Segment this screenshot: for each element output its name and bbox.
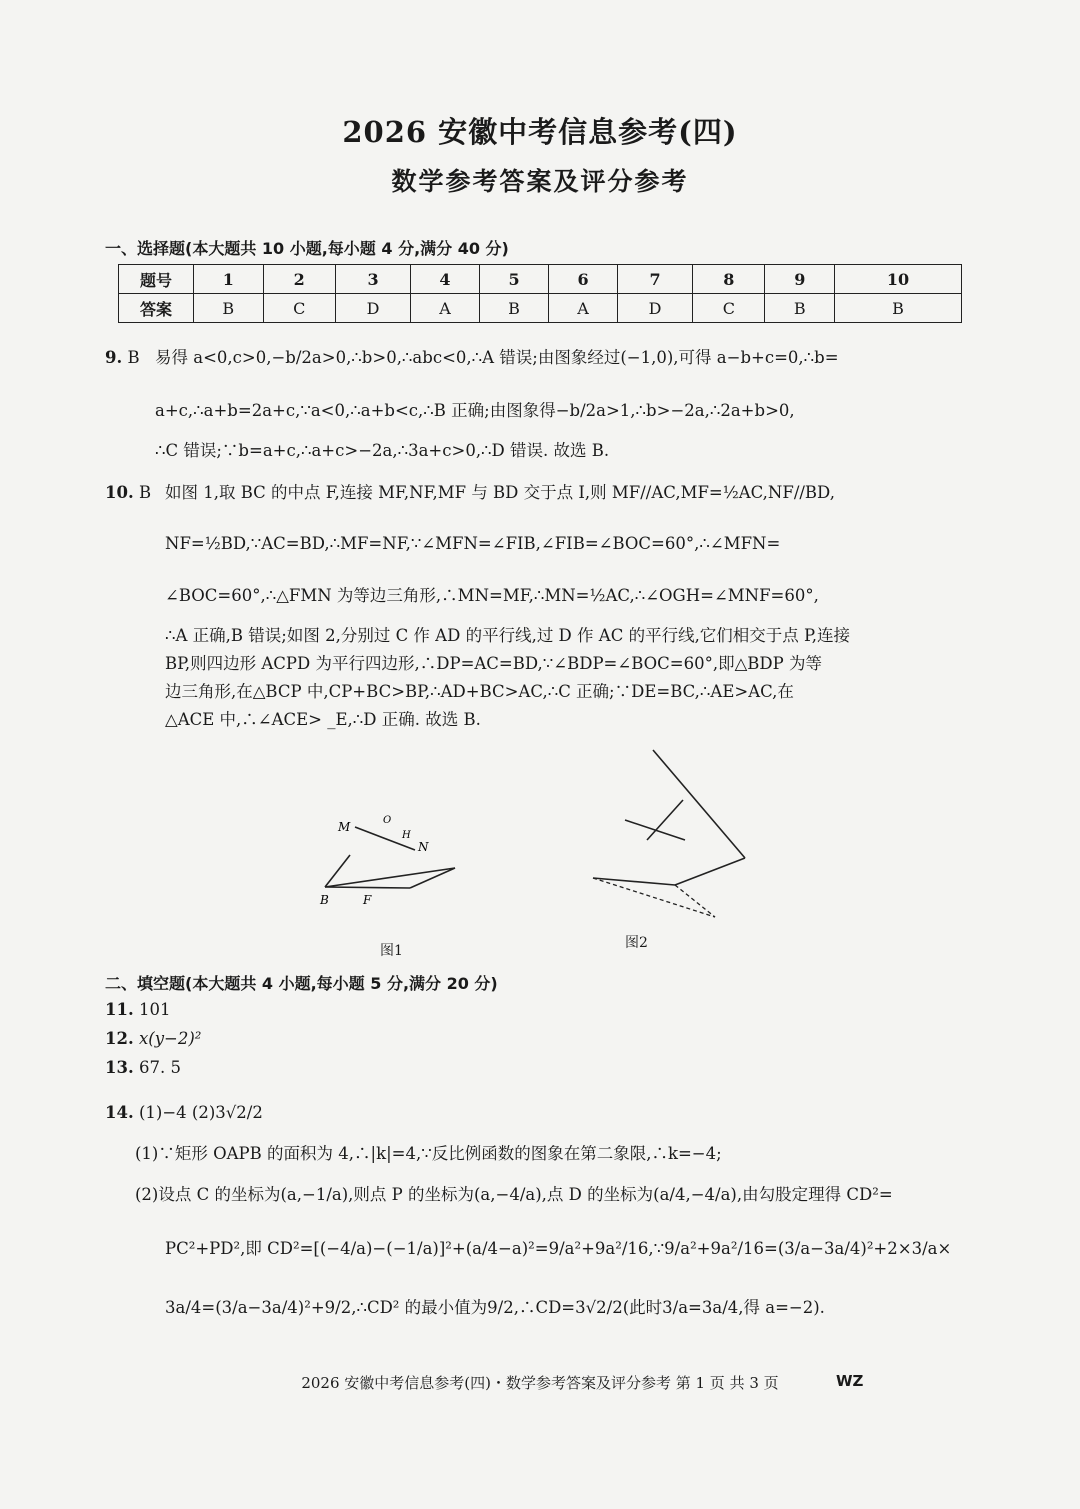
q10-line-2: NF=½BD,∵AC=BD,∴MF=NF,∵∠MFN=∠FIB,∠FIB=∠BOC=60°,∴∠MFN=	[165, 534, 781, 553]
question-number-cell: 8	[693, 265, 765, 294]
question-number-cell: 5	[479, 265, 549, 294]
answer-table	[118, 264, 962, 323]
page-title: 2026 安徽中考信息参考(四)	[342, 115, 738, 149]
q10-line-7: △ACE 中,∴∠ACE> _E,∴D 正确. 故选 B.	[165, 710, 481, 729]
fig1-label-o: O	[383, 815, 392, 826]
fig2-line-right	[675, 858, 745, 885]
fig2-dashed-2	[675, 885, 715, 917]
q10-line-5: BP,则四边形 ACPD 为平行四边形,∴DP=AC=BD,∵∠BDP=∠BOC=60°,即△BDP 为等	[165, 654, 822, 673]
q10-number: 10. B	[105, 483, 152, 502]
fig1-label-m: M	[338, 820, 351, 834]
q10-line-6: 边三角形,在△BCP 中,CP+BC>BP,∴AD+BC>AC,∴C 正确;∵DE=BC,∴AE>AC,在	[165, 682, 794, 701]
question-number-cell: 1	[194, 265, 264, 294]
question-number-cell: 6	[549, 265, 618, 294]
q9-number: 9. B	[105, 348, 140, 367]
q9-line-1: 易得 a<0,c>0,−b/2a>0,∴b>0,∴abc<0,∴A 错误;由图象经过(−1,0),可得 a−b+c=0,∴b=	[155, 348, 839, 367]
fig1-label-f: F	[363, 893, 372, 907]
question-number-cell: 7	[617, 265, 692, 294]
fig2-line-base	[593, 878, 675, 885]
section2-heading: 二、填空题(本大题共 4 小题,每小题 5 分,满分 20 分)	[105, 974, 498, 993]
figure-1-caption: 图1	[380, 943, 403, 959]
q11-row: 11. 101	[105, 1000, 171, 1019]
fig1-line-bc	[325, 887, 410, 888]
question-number-cell: 3	[335, 265, 410, 294]
q13-row: 13. 67. 5	[105, 1058, 181, 1077]
fig1-label-b: B	[320, 893, 329, 907]
row-label-answer: 答案	[119, 294, 194, 323]
q14-line-4: 3a/4=(3/a−3a/4)²+9/2,∴CD² 的最小值为9/2,∴CD=3√2/2(此时3/a=3a/4,得 a=−2).	[165, 1298, 825, 1317]
q9-line-2: a+c,∴a+b=2a+c,∵a<0,∴a+b<c,∴B 正确;由图象得−b/2a>1,∴b>−2a,∴2a+b>0,	[155, 401, 795, 420]
fig1-line-ba	[325, 855, 350, 887]
q12-row: 12. x(y−2)²	[105, 1029, 202, 1048]
answer-cell: C	[693, 294, 765, 323]
answer-cell: D	[617, 294, 692, 323]
question-number-cell: 2	[263, 265, 335, 294]
q14-row: 14. (1)−4 (2)3√2/2	[105, 1103, 263, 1122]
fig2-line-top	[653, 750, 745, 858]
answer-cell: A	[549, 294, 618, 323]
figure-2-diagram	[585, 745, 755, 925]
page-subtitle: 数学参考答案及评分参考	[391, 167, 689, 196]
row-label-number: 题号	[119, 265, 194, 294]
q9-line-3: ∴C 错误;∵b=a+c,∴a+c>−2a,∴3a+c>0,∴D 错误. 故选 B.	[155, 441, 610, 460]
figure-1-diagram	[300, 800, 500, 910]
answer-cell: D	[335, 294, 410, 323]
answer-cell: C	[263, 294, 335, 323]
q14-line-1: (1)∵矩形 OAPB 的面积为 4,∴|k|=4,∵反比例函数的图象在第二象限,∴k=−4;	[135, 1144, 722, 1163]
page-footer: 2026 安徽中考信息参考(四)・数学参考答案及评分参考 第 1 页 共 3 页	[301, 1374, 779, 1392]
q14-line-3: PC²+PD²,即 CD²=[(−4/a)−(−1/a)]²+(a/4−a)²=9/a²+9a²/16,∵9/a²+9a²/16=(3/a−3a/4)²+2×3/a×	[165, 1239, 952, 1258]
answer-table-number-row	[119, 265, 962, 294]
footer-tag: WZ	[836, 1372, 864, 1390]
answer-cell: B	[835, 294, 962, 323]
q10-line-3: ∠BOC=60°,∴△FMN 为等边三角形,∴MN=MF,∴MN=½AC,∴∠OGH=∠MNF=60°,	[165, 586, 819, 605]
answer-cell: A	[411, 294, 480, 323]
question-number-cell: 10	[835, 265, 962, 294]
answer-cell: B	[765, 294, 835, 323]
fig1-label-h: H	[402, 830, 411, 841]
answer-table-answer-row	[119, 294, 962, 323]
answer-cell: B	[479, 294, 549, 323]
figure-2-caption: 图2	[625, 935, 648, 951]
answer-cell: B	[194, 294, 264, 323]
question-number-cell: 4	[411, 265, 480, 294]
fig1-label-n: N	[418, 840, 429, 854]
q14-line-2: (2)设点 C 的坐标为(a,−1/a),则点 P 的坐标为(a,−4/a),点 D 的坐标为(a/4,−4/a),由勾股定理得 CD²=	[135, 1185, 893, 1204]
section1-heading: 一、选择题(本大题共 10 小题,每小题 4 分,满分 40 分)	[105, 239, 509, 258]
question-number-cell: 9	[765, 265, 835, 294]
q10-line-4: ∴A 正确,B 错误;如图 2,分别过 C 作 AD 的平行线,过 D 作 AC 的平行线,它们相交于点 P,连接	[165, 626, 851, 645]
q10-line-1: 如图 1,取 BC 的中点 F,连接 MF,NF,MF 与 BD 交于点 I,则 MF//AC,MF=½AC,NF//BD,	[165, 483, 835, 502]
